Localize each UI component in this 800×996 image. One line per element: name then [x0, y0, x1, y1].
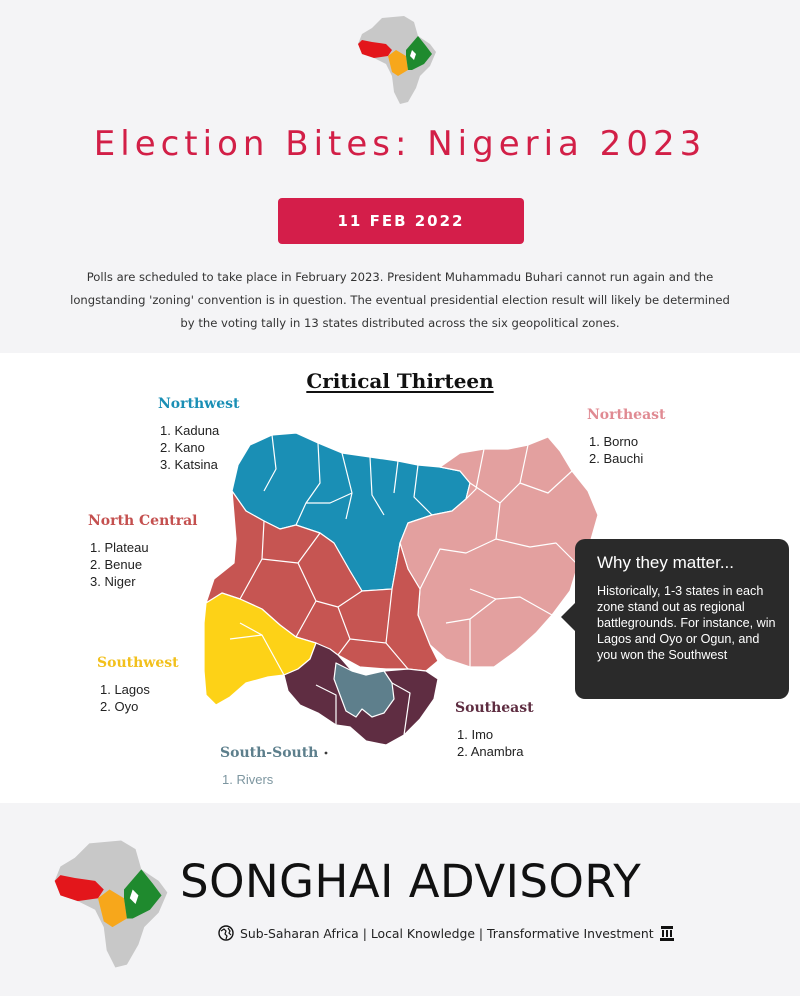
zone-label-southwest: Southwest	[97, 655, 179, 671]
list-item: 2. Anambra	[457, 744, 524, 759]
building-icon	[660, 925, 674, 941]
africa-map-logo-icon	[46, 833, 176, 975]
list-item: 1. Kaduna	[160, 423, 220, 438]
list-item: 2. Bauchi	[589, 451, 644, 466]
list-item: 2. Oyo	[100, 699, 139, 714]
map-title: Critical Thirteen	[306, 369, 494, 393]
zone-label-northcentral: North Central	[88, 513, 198, 529]
list-item: 3. Niger	[90, 574, 136, 589]
globe-icon	[218, 925, 234, 941]
list-item: 2. Benue	[90, 557, 143, 572]
list-item: 2. Kano	[160, 440, 205, 455]
list-item: 1. Rivers	[222, 772, 274, 787]
why-they-matter-tooltip	[575, 539, 789, 699]
zone-label-southeast: Southeast	[455, 700, 534, 716]
zone-list-southsouth	[222, 771, 273, 788]
zone-list-southeast	[457, 726, 524, 760]
list-item: 1. Borno	[589, 434, 639, 449]
list-item: 3. Katsina	[160, 457, 218, 472]
zone-list-northcentral	[90, 539, 149, 590]
map-section	[0, 353, 800, 803]
tooltip-title: Why they matter...	[597, 553, 734, 572]
zone-list-northeast	[589, 433, 643, 467]
list-item: 1. Imo	[457, 727, 494, 742]
date-badge: 11 FEB 2022	[278, 198, 524, 244]
list-item: 1. Plateau	[90, 540, 149, 555]
africa-map-logo-icon	[352, 14, 442, 106]
tagline-text: Sub-Saharan Africa | Local Knowledge | Transformative Investment	[240, 926, 654, 941]
brand-name: SONGHAI ADVISORY	[180, 855, 642, 908]
footer-section	[0, 803, 800, 996]
intro-text: Polls are scheduled to take place in February 2023. President Muhammadu Buhari cannot run again and the longstanding 'zoning' convention is in question. The eventual presidential election result will likely be determined by the voting tally in 13 states distributed across the six geopolitical zones.	[70, 270, 730, 330]
zone-label-northwest: Northwest	[158, 396, 240, 412]
zone-list-southwest	[100, 681, 150, 715]
page-title: Election Bites: Nigeria 2023	[93, 124, 707, 164]
tooltip-text: Historically, 1-3 states in each zone stand out as regional battlegrounds. For instance, win Lagos and Oyo or Ogun, and you won the Southwest	[597, 584, 776, 662]
zone-list-northwest	[160, 422, 219, 473]
header-section	[0, 0, 800, 353]
zone-label-southsouth: South-South	[220, 745, 319, 761]
list-item: 1. Lagos	[100, 682, 150, 697]
tagline	[218, 925, 678, 947]
zone-label-northeast: Northeast	[587, 407, 666, 423]
